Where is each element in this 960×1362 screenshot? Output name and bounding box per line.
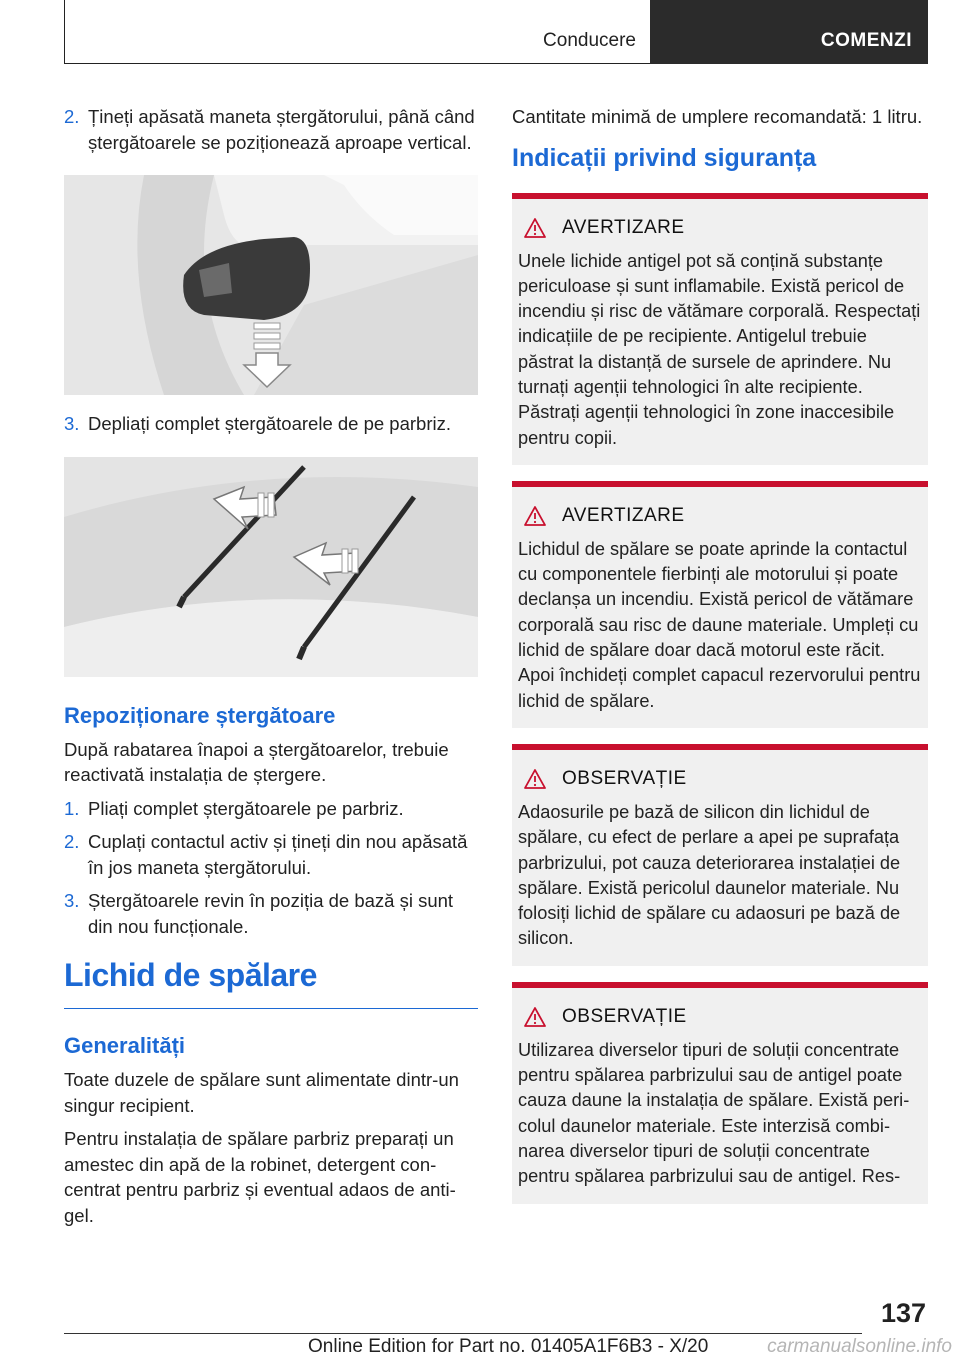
box-title: OBSERVAȚIE xyxy=(562,1005,687,1027)
box-title: OBSERVAȚIE xyxy=(562,767,687,789)
header-section-box xyxy=(64,0,650,64)
step-number: 2. xyxy=(64,106,80,127)
footer-edition: Online Edition for Part no. 01405A1F6B3 - X/20 xyxy=(308,1336,709,1357)
step-number: 3. xyxy=(64,413,80,434)
box-title: AVERTIZARE xyxy=(562,216,685,238)
box-text: Unele lichide antigel pot să conțină substanțe periculoase și sunt inflamabile. Există pericol de incendiu și risc de vătămare corporală. Respectați indicațiile de pe recipiente. Antigelul trebuie păstrat la distanță de sursele de aprindere. Nu turnați agenții tehnologici în alte recipiente. Păstrați agenții tehnologici în zone inaccesibile pentru copii. xyxy=(518,250,921,448)
box-title: AVERTIZARE xyxy=(562,504,685,526)
reposition-title: Repoziționare ștergătoare xyxy=(64,702,336,728)
right-column xyxy=(512,104,928,1204)
step-item xyxy=(64,888,478,939)
warning-triangle-icon xyxy=(524,769,546,789)
wiper-fold-illustration xyxy=(64,457,478,677)
reposition-steps xyxy=(64,796,478,940)
safety-heading: Indicații privind siguranța xyxy=(512,143,817,172)
note-box xyxy=(512,744,928,966)
watermark: carmanualsonline.info xyxy=(767,1336,952,1357)
step-text: Țineți apăsată maneta ștergătorului, până când ștergătoarele se poziționează aproape vertical. xyxy=(88,106,475,153)
step-item xyxy=(64,411,478,437)
footer-divider xyxy=(64,1333,862,1334)
left-column xyxy=(64,104,478,1236)
note-box xyxy=(512,982,928,1204)
header-section-title: Conducere xyxy=(543,30,636,51)
step-text: Pliați complet ștergătoarele pe parbriz. xyxy=(88,797,404,819)
warning-box xyxy=(512,193,928,465)
step-number: 3. xyxy=(64,890,80,911)
step-text: Depliați complet ștergătoarele de pe parbriz. xyxy=(88,413,451,434)
warning-triangle-icon xyxy=(524,218,546,238)
reposition-intro: După rabatarea înapoi a ștergătoarelor, trebuie reactivată instalația de ștergere. xyxy=(64,738,449,785)
page-number: 137 xyxy=(880,1298,926,1328)
box-text: Utilizarea diverselor tipuri de soluții concentrate pentru spălarea parbrizului sau de antigel poate cauza daune la instalația de spălare. Există pericolul daunelor materiale. Este interzisă combinarea diverselor tipuri de soluții concentrate pentru spălarea parbrizului sau de antigel. Res- xyxy=(518,1039,910,1187)
general-heading: Generalități xyxy=(64,1033,186,1058)
general-paragraph-1: Toate duzele de spălare sunt alimentate dintr-un singur recipient. xyxy=(64,1069,459,1116)
warning-triangle-icon xyxy=(524,1007,546,1027)
wiper-lever-illustration xyxy=(64,175,478,395)
box-text: Lichidul de spălare se poate aprinde la contactul cu componentele fierbinți ale motorului și poate declanșa un incendiu. Există pericol de vătămare corporală sau risc de daune materiale. Umpleți cu lichid de spălare doar dacă motorul este răcit. Apoi închideți complet capacul rezervorului pentru lichid de spălare. xyxy=(518,538,921,711)
step-number: 1. xyxy=(64,797,80,819)
step-number: 2. xyxy=(64,831,80,852)
box-text: Adaosurile pe bază de silicon din lichidul de spălare, cu efect de perlare a apei pe suprafața parbrizului, pot cauza deteriorarea instalației de spălare. Există pericolul daunelor materiale. Nu folosiți lichid de spălare cu adaosuri pe bază de silicon. xyxy=(518,801,901,949)
warning-box xyxy=(512,481,928,728)
step-item xyxy=(64,796,478,822)
step-item xyxy=(64,829,478,880)
min-fill-text: Cantitate minimă de umplere recomandată: 1 litru. xyxy=(512,106,923,127)
header-chapter-title: COMENZI xyxy=(650,0,928,64)
washer-fluid-heading: Lichid de spălare xyxy=(64,957,478,1009)
step-text: Ștergătoarele revin în poziția de bază și sunt din nou funcționale. xyxy=(88,890,454,937)
step-text: Cuplați contactul activ și țineți din nou apăsată în jos maneta ștergătorului. xyxy=(88,831,468,878)
step-item xyxy=(64,104,478,155)
general-paragraph-2: Pentru instalația de spălare parbriz preparați un amestec din apă de la robinet, detergent concentrat pentru parbriz și eventual adaos de antigel. xyxy=(64,1128,456,1226)
page-header xyxy=(64,0,928,64)
warning-triangle-icon xyxy=(524,506,546,526)
